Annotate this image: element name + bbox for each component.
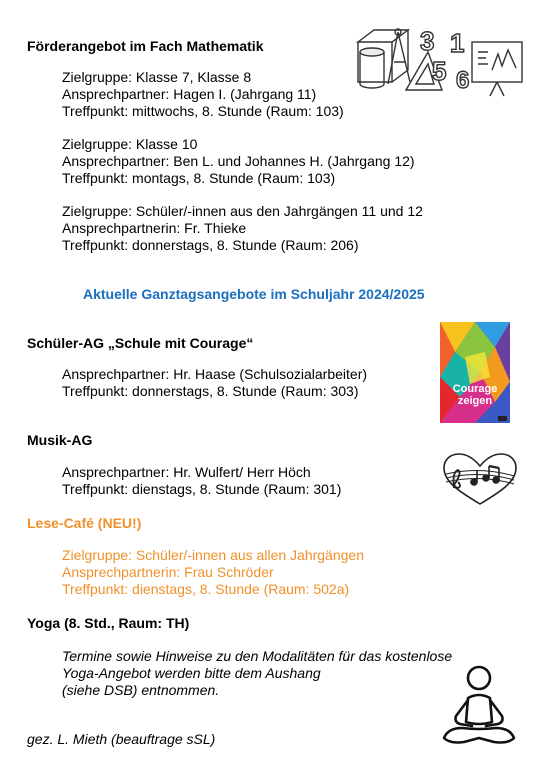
courage-poster [440,322,510,423]
signature: gez. L. Mieth (beauftrage sSL) [27,731,216,747]
math-group-3-treffpunkt: Treffpunkt: donnerstags, 8. Stunde (Raum: 206) [62,237,359,253]
math-group-1-treffpunkt: Treffpunkt: mittwochs, 8. Stunde (Raum: 103) [62,103,344,119]
lesecafe-treffpunkt: Treffpunkt: dienstags, 8. Stunde (Raum: 502a) [62,581,350,597]
math-group-2-partner: Ansprechpartner: Ben L. und Johannes H. (Jahrgang 12) [62,153,415,169]
musik-treffpunkt: Treffpunkt: dienstags, 8. Stunde (Raum: 301) [62,481,342,497]
courage-treffpunkt: Treffpunkt: donnerstags, 8. Stunde (Raum: 303) [62,383,359,399]
svg-text:1: 1 [450,28,465,58]
svg-text:3: 3 [420,26,435,56]
courage-poster-line1: Courage [452,383,498,395]
lesecafe-title: Lese-Café (NEU!) [27,515,142,531]
math-group-1-zielgruppe: Zielgruppe: Klasse 7, Klasse 8 [62,69,252,85]
lesecafe-partner: Ansprechpartnerin: Frau Schröder [62,564,274,580]
math-group-3-zielgruppe: Zielgruppe: Schüler/-innen aus den Jahrgängen 11 und 12 [62,203,423,219]
yoga-note-line-3: (siehe DSB) entnommen. [62,682,220,698]
math-group-2-treffpunkt: Treffpunkt: montags, 8. Stunde (Raum: 103) [62,170,336,186]
courage-poster-line2: zeigen [457,395,493,407]
music-heart-icon [440,452,520,508]
svg-text:5: 5 [432,56,447,86]
ganztag-heading: Aktuelle Ganztagsangebote im Schuljahr 2024/2025 [83,286,425,302]
musik-partner: Ansprechpartner: Hr. Wulfert/ Herr Höch [62,464,311,480]
courage-partner: Ansprechpartner: Hr. Haase (Schulsozialarbeiter) [62,366,368,382]
yoga-note-line-1: Termine sowie Hinweise zu den Modalitäten für das kostenlose [62,648,453,664]
math-group-1-partner: Ansprechpartner: Hagen I. (Jahrgang 11) [62,86,317,102]
musik-title: Musik-AG [27,432,93,448]
meditation-icon [438,664,520,748]
svg-text:6: 6 [456,67,470,94]
math-symbols-icon [350,22,530,100]
courage-title: Schüler-AG „Schule mit Courage“ [27,335,254,351]
math-title: Förderangebot im Fach Mathematik [27,38,264,54]
math-group-2-zielgruppe: Zielgruppe: Klasse 10 [62,136,198,152]
lesecafe-zielgruppe: Zielgruppe: Schüler/-innen aus allen Jahrgängen [62,547,364,563]
yoga-note-line-2: Yoga-Angebot werden bitte dem Aushang [62,665,321,681]
math-group-3-partner: Ansprechpartnerin: Fr. Thieke [62,220,247,236]
yoga-title: Yoga (8. Std., Raum: TH) [27,615,190,631]
